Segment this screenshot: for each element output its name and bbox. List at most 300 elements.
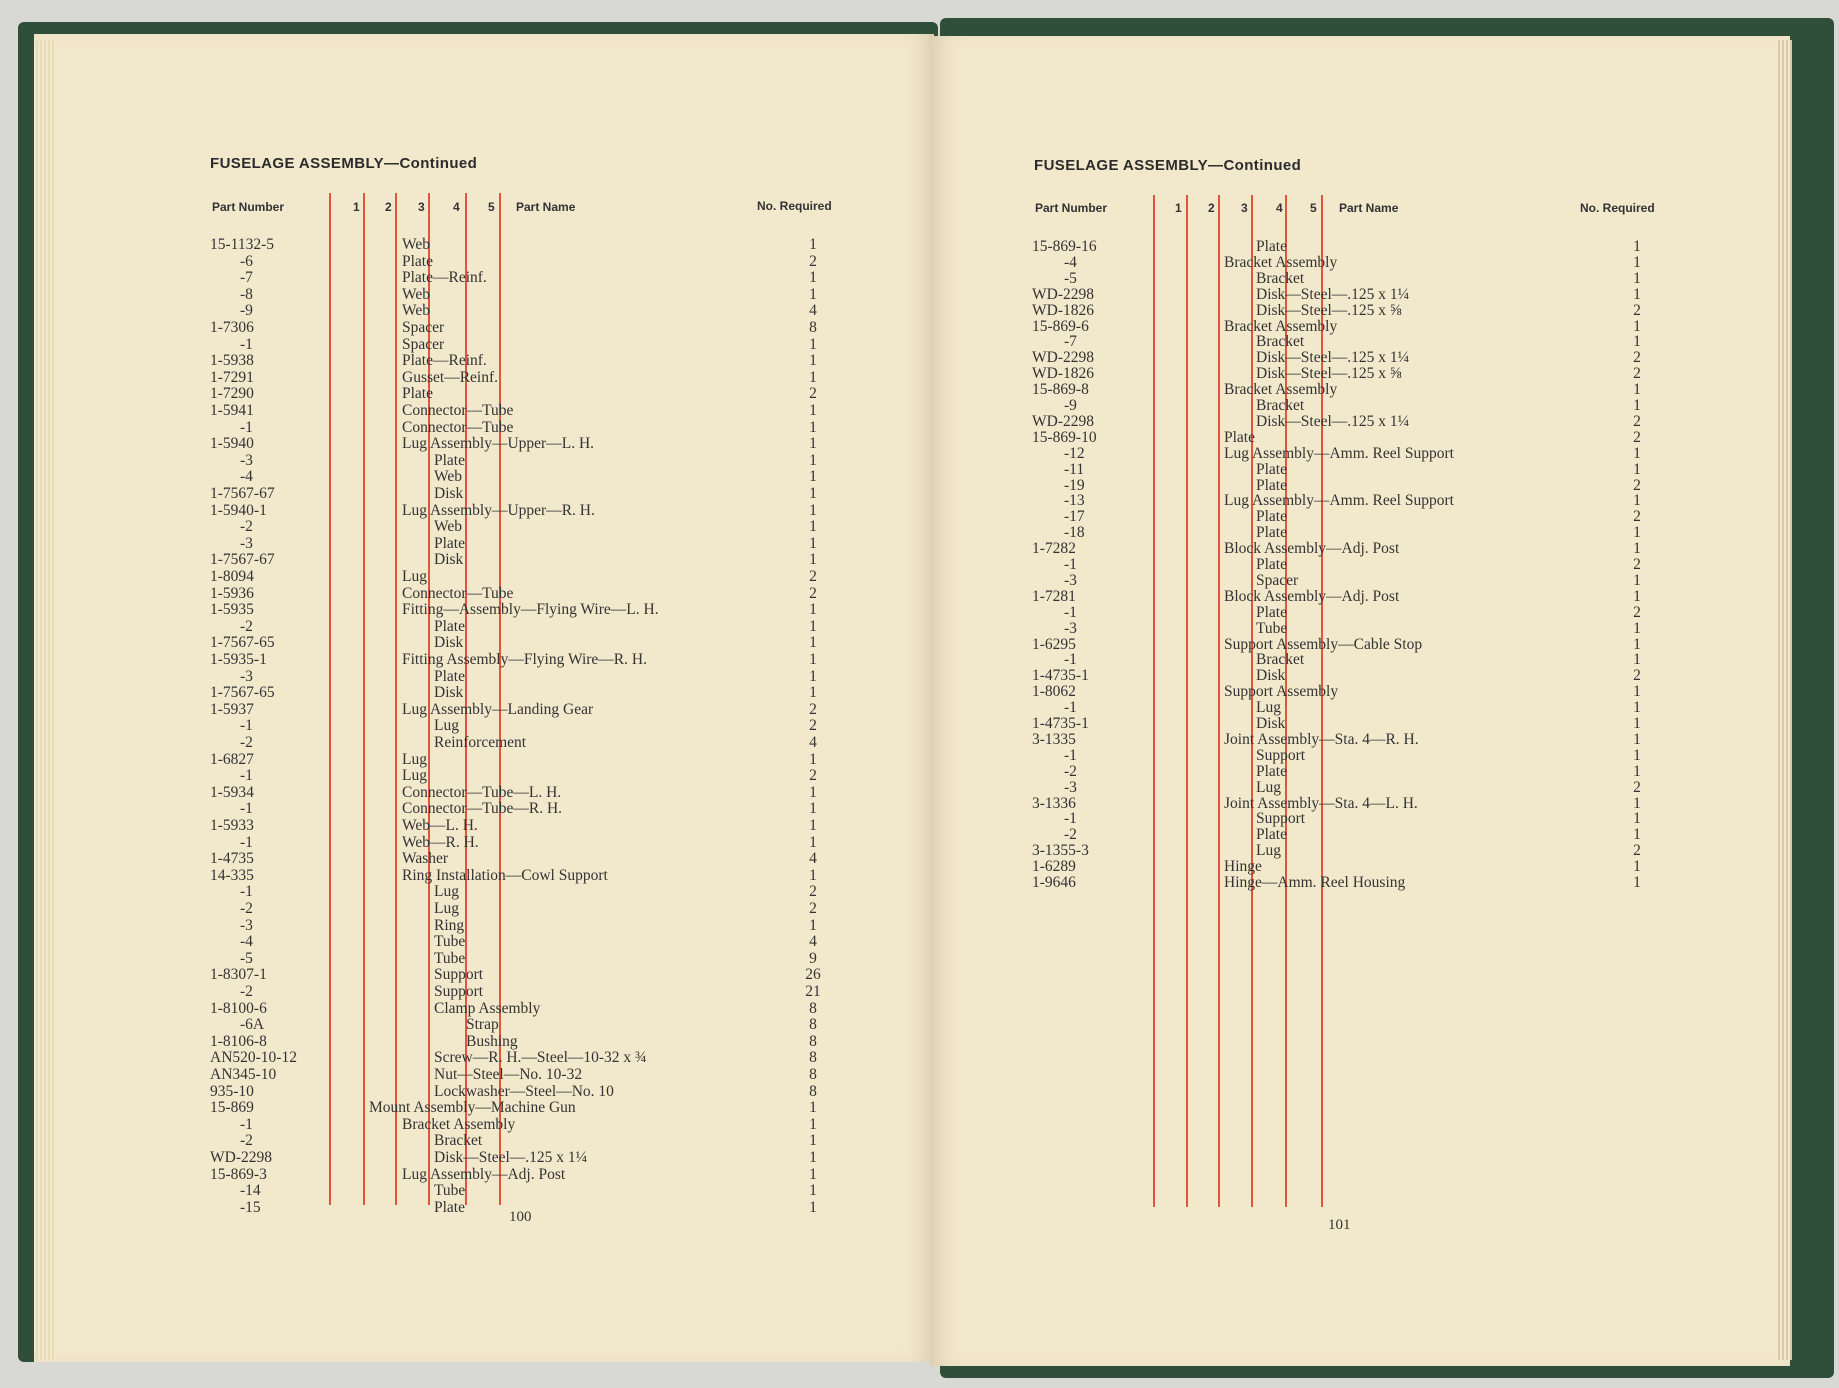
part-number: -3 [1064, 619, 1077, 637]
quantity-required: 1 [809, 1165, 817, 1183]
left-header-no-required: No. Required [757, 199, 832, 213]
quantity-required: 1 [1633, 699, 1641, 717]
quantity-required: 2 [809, 584, 817, 602]
quantity-required: 1 [1633, 571, 1641, 589]
part-name: Plate [1256, 556, 1287, 573]
part-number: -12 [1064, 444, 1085, 462]
quantity-required: 1 [809, 418, 817, 436]
quantity-required: 1 [809, 667, 817, 685]
quantity-required: 1 [809, 601, 817, 619]
part-number: -1 [240, 833, 253, 851]
part-number: -17 [1064, 508, 1085, 526]
quantity-required: 1 [809, 335, 817, 353]
part-number: 15-869 [210, 1099, 254, 1117]
part-number: -3 [1064, 571, 1077, 589]
quantity-required: 1 [809, 501, 817, 519]
part-name: Lug Assembly—Adj. Post [402, 1165, 566, 1183]
part-number: 1-6295 [1032, 635, 1076, 653]
part-name: Support Assembly [1224, 683, 1339, 701]
quantity-required: 1 [1633, 285, 1641, 303]
part-name: Plate [434, 534, 465, 552]
part-number: 1-8100-6 [210, 999, 267, 1017]
part-name: Bracket [1256, 397, 1305, 414]
quantity-required: 2 [1633, 412, 1641, 430]
part-number: -7 [240, 269, 253, 287]
quantity-required: 8 [809, 1032, 817, 1050]
part-number: 15-869-3 [210, 1165, 267, 1183]
part-name: Lug [1256, 842, 1281, 860]
part-name: Disk—Steel—.125 x ⅝ [1256, 301, 1402, 319]
part-number: 15-869-16 [1032, 238, 1097, 255]
part-name: Connector—Tube—L. H. [402, 783, 562, 801]
part-number: 1-7291 [210, 368, 254, 386]
quantity-required: 8 [809, 999, 817, 1017]
part-name: Connector—Tube [402, 402, 514, 419]
quantity-required: 1 [809, 617, 817, 635]
left-col-rule-3 [395, 193, 397, 1205]
part-name: Lug [1256, 699, 1281, 717]
part-name: Clamp Assembly [434, 999, 541, 1017]
quantity-required: 1 [809, 817, 817, 834]
part-name: Lug Assembly—Upper—L. H. [402, 435, 595, 453]
right-col-rule-4 [1251, 195, 1253, 1207]
part-number: 3-1336 [1032, 794, 1076, 812]
right-header-no-required: No. Required [1580, 201, 1655, 215]
part-number: 15-869-8 [1032, 381, 1089, 399]
part-name: Disk [434, 684, 464, 702]
part-name: Plate [1256, 826, 1287, 844]
quantity-required: 2 [809, 900, 817, 917]
quantity-required: 8 [809, 1066, 817, 1083]
quantity-required: 8 [809, 319, 817, 336]
right-header-part-number: Part Number [1035, 201, 1108, 215]
part-number: AN520-10-12 [210, 1049, 297, 1067]
part-number: 1-4735-1 [1032, 667, 1089, 685]
quantity-required: 8 [809, 1082, 817, 1100]
part-name: Bracket [1256, 651, 1305, 669]
quantity-required: 1 [809, 534, 817, 552]
part-number: -2 [1064, 826, 1077, 844]
part-name: Plate [434, 617, 465, 635]
quantity-required: 1 [1633, 238, 1641, 255]
quantity-required: 2 [809, 252, 817, 270]
part-number: 1-7567-65 [210, 634, 275, 652]
part-name: Tube [1256, 619, 1288, 637]
part-name: Disk [434, 634, 464, 652]
quantity-required: 1 [809, 750, 817, 768]
part-name: Bushing [466, 1032, 518, 1050]
part-name: Ring [434, 916, 465, 934]
part-name: Disk [434, 485, 464, 502]
part-name: Plate [1256, 603, 1287, 621]
part-name: Spacer [1256, 571, 1299, 589]
part-name: Plate [402, 252, 433, 270]
part-number: -8 [240, 285, 253, 303]
right-page-number: 101 [1328, 1217, 1351, 1233]
quantity-required: 1 [1633, 874, 1641, 891]
quantity-required: 1 [809, 402, 817, 419]
left-page-heading: FUSELAGE ASSEMBLY—Continued [210, 155, 478, 172]
part-number: 1-5933 [210, 817, 254, 834]
quantity-required: 2 [1633, 556, 1641, 573]
part-number: -1 [1064, 746, 1077, 764]
part-number: -1 [240, 1115, 253, 1133]
part-number: 1-5938 [210, 352, 254, 370]
part-name: Web [402, 236, 431, 253]
quantity-required: 1 [1633, 492, 1641, 510]
part-number: 1-5940 [210, 435, 254, 453]
part-number: 1-7290 [210, 385, 254, 403]
part-name: Tube [434, 949, 466, 967]
left-header-level-2: 2 [385, 200, 392, 214]
left-header-part-number: Part Number [212, 200, 285, 214]
part-name: Lockwasher—Steel—No. 10 [434, 1082, 614, 1100]
quantity-required: 1 [1633, 730, 1641, 748]
quantity-required: 2 [809, 700, 817, 718]
right-header-level-5: 5 [1310, 201, 1317, 215]
quantity-required: 1 [809, 468, 817, 486]
left-col-rule-2 [363, 193, 365, 1205]
quantity-required: 1 [809, 783, 817, 801]
quantity-required: 2 [809, 717, 817, 735]
quantity-required: 1 [1633, 444, 1641, 462]
quantity-required: 2 [1633, 842, 1641, 860]
part-name: Bracket Assembly [402, 1115, 516, 1133]
quantity-required: 1 [809, 684, 817, 702]
part-number: WD-2298 [1032, 349, 1094, 367]
part-number: 1-7567-67 [210, 551, 275, 569]
part-name: Gusset—Reinf. [402, 368, 499, 386]
part-name: Disk [434, 551, 464, 569]
part-number: -1 [240, 717, 253, 735]
part-number: -6A [240, 1016, 265, 1034]
part-number: 1-6289 [1032, 858, 1076, 876]
part-number: -2 [240, 1132, 253, 1150]
right-col-rule-1 [1153, 195, 1155, 1207]
part-number: 3-1355-3 [1032, 842, 1089, 860]
quantity-required: 1 [1633, 524, 1641, 542]
part-number: -1 [240, 418, 253, 436]
part-name: Screw—R. H.—Steel—10-32 x ¾ [434, 1049, 647, 1067]
quantity-required: 1 [809, 451, 817, 469]
part-name: Web—L. H. [402, 817, 478, 834]
quantity-required: 21 [805, 983, 821, 1000]
part-name: Ring Installation—Cowl Support [402, 866, 608, 884]
part-number: 1-5935 [210, 601, 254, 619]
left-header-level-1: 1 [353, 200, 360, 214]
quantity-required: 1 [1633, 460, 1641, 478]
part-name: Web [434, 468, 463, 486]
part-name: Plate [434, 1198, 465, 1216]
part-number: -19 [1064, 476, 1085, 494]
part-name: Bracket Assembly [1224, 253, 1338, 271]
left-header-part-name: Part Name [516, 200, 576, 214]
part-name: Nut—Steel—No. 10-32 [434, 1066, 583, 1083]
part-name: Plate [1256, 762, 1287, 780]
part-number: -3 [240, 916, 253, 934]
right-header-level-3: 3 [1241, 201, 1248, 215]
part-name: Plate [402, 385, 433, 403]
quantity-required: 2 [1633, 667, 1641, 685]
part-number: 1-7567-65 [210, 684, 275, 702]
part-number: -3 [240, 534, 253, 552]
part-number: -2 [240, 734, 253, 751]
quantity-required: 2 [809, 883, 817, 901]
quantity-required: 1 [1633, 587, 1641, 605]
part-name: Plate [434, 667, 465, 685]
quantity-required: 2 [809, 767, 817, 785]
part-name: Lug [1256, 778, 1281, 796]
part-name: Connector—Tube [402, 584, 514, 602]
quantity-required: 1 [809, 916, 817, 934]
left-header-level-3: 3 [418, 200, 425, 214]
quantity-required: 1 [1633, 381, 1641, 399]
quantity-required: 1 [1633, 715, 1641, 732]
quantity-required: 1 [1633, 333, 1641, 351]
part-name: Lug Assembly—Landing Gear [402, 700, 594, 718]
part-name: Disk—Steel—.125 x 1¼ [1256, 285, 1410, 303]
part-number: 15-1132-5 [210, 236, 274, 253]
part-name: Plate—Reinf. [402, 269, 487, 287]
part-number: -6 [240, 252, 253, 270]
part-name: Plate [1256, 524, 1287, 542]
part-name: Hinge—Amm. Reel Housing [1224, 874, 1406, 891]
part-number: -4 [240, 468, 253, 486]
quantity-required: 1 [1633, 651, 1641, 669]
part-number: 1-5935-1 [210, 651, 267, 668]
quantity-required: 1 [1633, 635, 1641, 653]
part-name: Support [434, 966, 484, 984]
part-name: Lug [402, 767, 427, 785]
part-number: 14-335 [210, 866, 254, 884]
quantity-required: 1 [1633, 619, 1641, 637]
part-name: Strap [466, 1016, 499, 1034]
part-number: 1-7567-67 [210, 485, 275, 502]
part-number: 1-7306 [210, 319, 254, 336]
quantity-required: 1 [1633, 826, 1641, 844]
quantity-required: 1 [1633, 540, 1641, 558]
left-header-level-5: 5 [488, 200, 495, 214]
quantity-required: 4 [809, 302, 817, 320]
quantity-required: 2 [1633, 508, 1641, 526]
quantity-required: 1 [809, 800, 817, 818]
part-name: Disk—Steel—.125 x 1¼ [434, 1149, 588, 1166]
part-name: Hinge [1224, 858, 1262, 876]
right-col-rule-6 [1321, 195, 1323, 1207]
part-name: Plate [1256, 238, 1287, 255]
part-number: -9 [240, 302, 253, 320]
part-name: Web [402, 302, 431, 320]
part-name: Disk [1256, 667, 1286, 685]
part-number: 1-7281 [1032, 587, 1076, 605]
right-page-heading: FUSELAGE ASSEMBLY—Continued [1034, 157, 1302, 174]
left-page-number: 100 [509, 1209, 532, 1225]
part-name: Lug Assembly—Upper—R. H. [402, 501, 595, 519]
quantity-required: 8 [809, 1049, 817, 1067]
part-number: -1 [240, 883, 253, 901]
quantity-required: 1 [809, 236, 817, 253]
part-name: Plate [1224, 428, 1255, 446]
part-number: 1-8062 [1032, 683, 1076, 701]
part-name: Bracket [434, 1132, 483, 1150]
part-number: WD-1826 [1032, 301, 1094, 319]
quantity-required: 1 [1633, 794, 1641, 812]
part-name: Lug [402, 568, 427, 585]
part-number: 1-5934 [210, 783, 254, 801]
part-name: Lug [434, 717, 459, 735]
part-name: Disk—Steel—.125 x 1¼ [1256, 349, 1410, 367]
part-name: Disk—Steel—.125 x ⅝ [1256, 365, 1402, 383]
part-number: -2 [1064, 762, 1077, 780]
part-number: 1-5937 [210, 700, 254, 718]
part-name: Spacer [402, 335, 445, 353]
part-number: 935-10 [210, 1082, 254, 1100]
part-number: -5 [1064, 269, 1077, 287]
part-name: Joint Assembly—Sta. 4—L. H. [1224, 794, 1418, 812]
part-number: -4 [240, 933, 253, 951]
part-name: Fitting—Assembly—Flying Wire—L. H. [402, 601, 659, 619]
part-number: -2 [240, 518, 253, 536]
part-name: Lug Assembly—Amm. Reel Support [1224, 492, 1454, 510]
part-number: -3 [1064, 778, 1077, 796]
part-number: 1-9646 [1032, 874, 1076, 891]
quantity-required: 1 [809, 551, 817, 569]
quantity-required: 1 [809, 866, 817, 884]
quantity-required: 1 [1633, 746, 1641, 764]
part-name: Block Assembly—Adj. Post [1224, 540, 1400, 558]
quantity-required: 1 [809, 651, 817, 668]
part-name: Bracket [1256, 333, 1305, 351]
part-number: -5 [240, 949, 253, 967]
quantity-required: 2 [809, 385, 817, 403]
part-name: Reinforcement [434, 734, 527, 751]
part-name: Support Assembly—Cable Stop [1224, 635, 1423, 653]
part-number: WD-2298 [1032, 412, 1094, 430]
part-name: Plate [1256, 460, 1287, 478]
quantity-required: 2 [1633, 603, 1641, 621]
quantity-required: 1 [809, 1198, 817, 1216]
right-page-edges [1776, 40, 1792, 1360]
part-number: -1 [240, 800, 253, 818]
part-number: 1-5941 [210, 402, 254, 419]
part-number: 1-8094 [210, 568, 254, 585]
part-number: -14 [240, 1182, 261, 1200]
quantity-required: 1 [809, 1115, 817, 1133]
quantity-required: 9 [809, 949, 817, 967]
part-number: 15-869-6 [1032, 317, 1089, 335]
left-header-level-4: 4 [453, 200, 460, 214]
part-number: -1 [1064, 651, 1077, 669]
part-name: Disk—Steel—.125 x 1¼ [1256, 412, 1410, 430]
part-name: Bracket Assembly [1224, 317, 1338, 335]
part-number: 3-1335 [1032, 730, 1076, 748]
quantity-required: 1 [809, 485, 817, 502]
quantity-required: 1 [1633, 858, 1641, 876]
part-number: WD-1826 [1032, 365, 1094, 383]
left-page-edges [36, 40, 56, 1360]
part-number: -3 [240, 667, 253, 685]
part-number: -18 [1064, 524, 1085, 542]
part-name: Bracket Assembly [1224, 381, 1338, 399]
quantity-required: 1 [1633, 762, 1641, 780]
part-number: -4 [1064, 253, 1077, 271]
quantity-required: 1 [809, 1132, 817, 1150]
right-col-rule-2 [1186, 195, 1188, 1207]
part-name: Web—R. H. [402, 833, 479, 851]
part-name: Tube [434, 1182, 466, 1200]
quantity-required: 1 [1633, 683, 1641, 701]
part-number: -9 [1064, 397, 1077, 414]
part-name: Fitting Assembly—Flying Wire—R. H. [402, 651, 647, 668]
part-name: Disk [1256, 715, 1286, 732]
part-number: -3 [240, 451, 253, 469]
quantity-required: 1 [809, 634, 817, 652]
right-col-rule-3 [1218, 195, 1220, 1207]
quantity-required: 1 [809, 352, 817, 370]
part-name: Plate [1256, 476, 1287, 494]
quantity-required: 4 [809, 850, 817, 868]
quantity-required: 2 [1633, 428, 1641, 446]
quantity-required: 1 [1633, 317, 1641, 335]
part-name: Plate [1256, 508, 1287, 526]
quantity-required: 2 [1633, 349, 1641, 367]
quantity-required: 26 [805, 966, 821, 984]
part-number: 1-8307-1 [210, 966, 267, 984]
quantity-required: 1 [1633, 397, 1641, 414]
part-name: Tube [434, 933, 466, 951]
part-number: -1 [1064, 556, 1077, 573]
part-number: -15 [240, 1198, 261, 1216]
quantity-required: 8 [809, 1016, 817, 1034]
part-number: -13 [1064, 492, 1085, 510]
part-name: Lug [402, 750, 427, 768]
part-name: Connector—Tube [402, 418, 514, 436]
quantity-required: 2 [809, 568, 817, 585]
part-name: Spacer [402, 319, 445, 336]
part-name: Lug [434, 883, 459, 901]
quantity-required: 1 [809, 1149, 817, 1166]
part-number: -7 [1064, 333, 1077, 351]
quantity-required: 1 [809, 269, 817, 287]
part-name: Support [434, 983, 484, 1000]
quantity-required: 2 [1633, 476, 1641, 494]
part-number: -1 [1064, 603, 1077, 621]
part-name: Connector—Tube—R. H. [402, 800, 563, 818]
part-number: 1-7282 [1032, 540, 1076, 558]
right-header-level-1: 1 [1175, 201, 1182, 215]
part-number: 15-869-10 [1032, 428, 1097, 446]
part-number: AN345-10 [210, 1066, 277, 1083]
part-name: Web [402, 285, 431, 303]
part-number: 1-5936 [210, 584, 254, 602]
part-name: Support [1256, 810, 1306, 828]
part-number: -1 [240, 335, 253, 353]
quantity-required: 4 [809, 734, 817, 751]
quantity-required: 2 [1633, 365, 1641, 383]
quantity-required: 1 [809, 368, 817, 386]
part-number: 1-5940-1 [210, 501, 267, 519]
quantity-required: 2 [1633, 778, 1641, 796]
quantity-required: 1 [809, 833, 817, 851]
part-number: WD-2298 [1032, 285, 1094, 303]
quantity-required: 2 [1633, 301, 1641, 319]
part-name: Lug [434, 900, 459, 917]
quantity-required: 1 [1633, 810, 1641, 828]
part-number: 1-4735 [210, 850, 254, 868]
part-number: -1 [1064, 699, 1077, 717]
part-name: Web [434, 518, 463, 536]
part-number: -1 [240, 767, 253, 785]
